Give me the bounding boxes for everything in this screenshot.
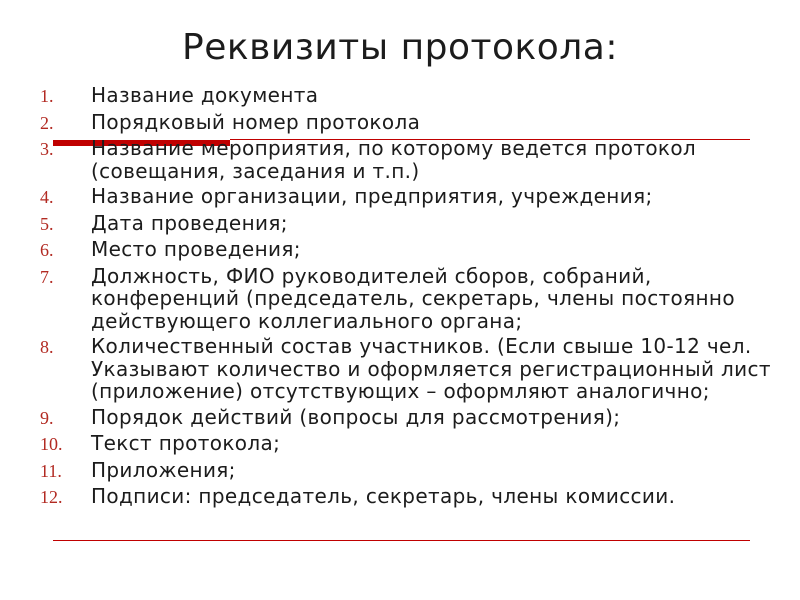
list-item-number: 4. (40, 187, 54, 207)
list-item-text: Название организации, предприятия, учреждения; (91, 184, 653, 208)
list-item-number: 5. (40, 213, 54, 234)
list-item-number: 9. (40, 407, 54, 428)
list-item-text: Должность, ФИО руководителей сборов, собраний, конференций (председатель, секретарь, члены постоянно действующего коллегиального органа; (91, 263, 735, 333)
list-item-text: Место проведения; (91, 237, 301, 261)
list-item-text: Порядок действий (вопросы для рассмотрения); (91, 404, 621, 429)
list-item (40, 212, 780, 236)
list-item-number: 11. (40, 460, 62, 481)
list-item (40, 265, 780, 333)
list-item-text: Подписи: председатель, секретарь, члены комиссии. (91, 484, 676, 508)
list-item (40, 485, 780, 509)
requisites-list (40, 84, 780, 509)
list-item (40, 185, 780, 209)
list-item-number: 12. (40, 487, 63, 507)
list-item-number: 10. (40, 434, 63, 454)
list-item-number: 8. (40, 337, 54, 357)
list-item-text: Приложения; (91, 457, 236, 482)
list-item (40, 335, 780, 403)
list-item (40, 238, 780, 262)
list-item (40, 432, 780, 456)
list-item-number: 1. (40, 86, 54, 106)
list-item (40, 459, 780, 483)
list-item-text: Дата проведения; (91, 210, 288, 235)
list-item (40, 111, 780, 135)
list-item-number: 3. (40, 139, 54, 159)
accent-rule-thin-bottom (53, 540, 750, 541)
list-item-number: 6. (40, 240, 54, 260)
list-item-number: 7. (40, 266, 54, 287)
list-item-text: Порядковый номер протокола (91, 109, 421, 134)
list-item-number: 2. (40, 112, 54, 133)
slide-title: Реквизиты протокола: (182, 27, 618, 68)
list-item-text: Название мероприятия, по которому ведется протокол (совещания, заседания и т.п.) (91, 136, 697, 183)
list-item-text: Текст протокола; (91, 431, 281, 455)
list-item-text: Количественный состав участников. (Если свыше 10-12 чел. Указывают количество и оформляется регистрационный лист (приложение) отсутствующих – оформляют аналогично; (91, 334, 771, 403)
list-item (40, 84, 780, 108)
list-item (40, 406, 780, 430)
list-item (40, 137, 780, 182)
list-item-text: Название документа (91, 83, 319, 107)
